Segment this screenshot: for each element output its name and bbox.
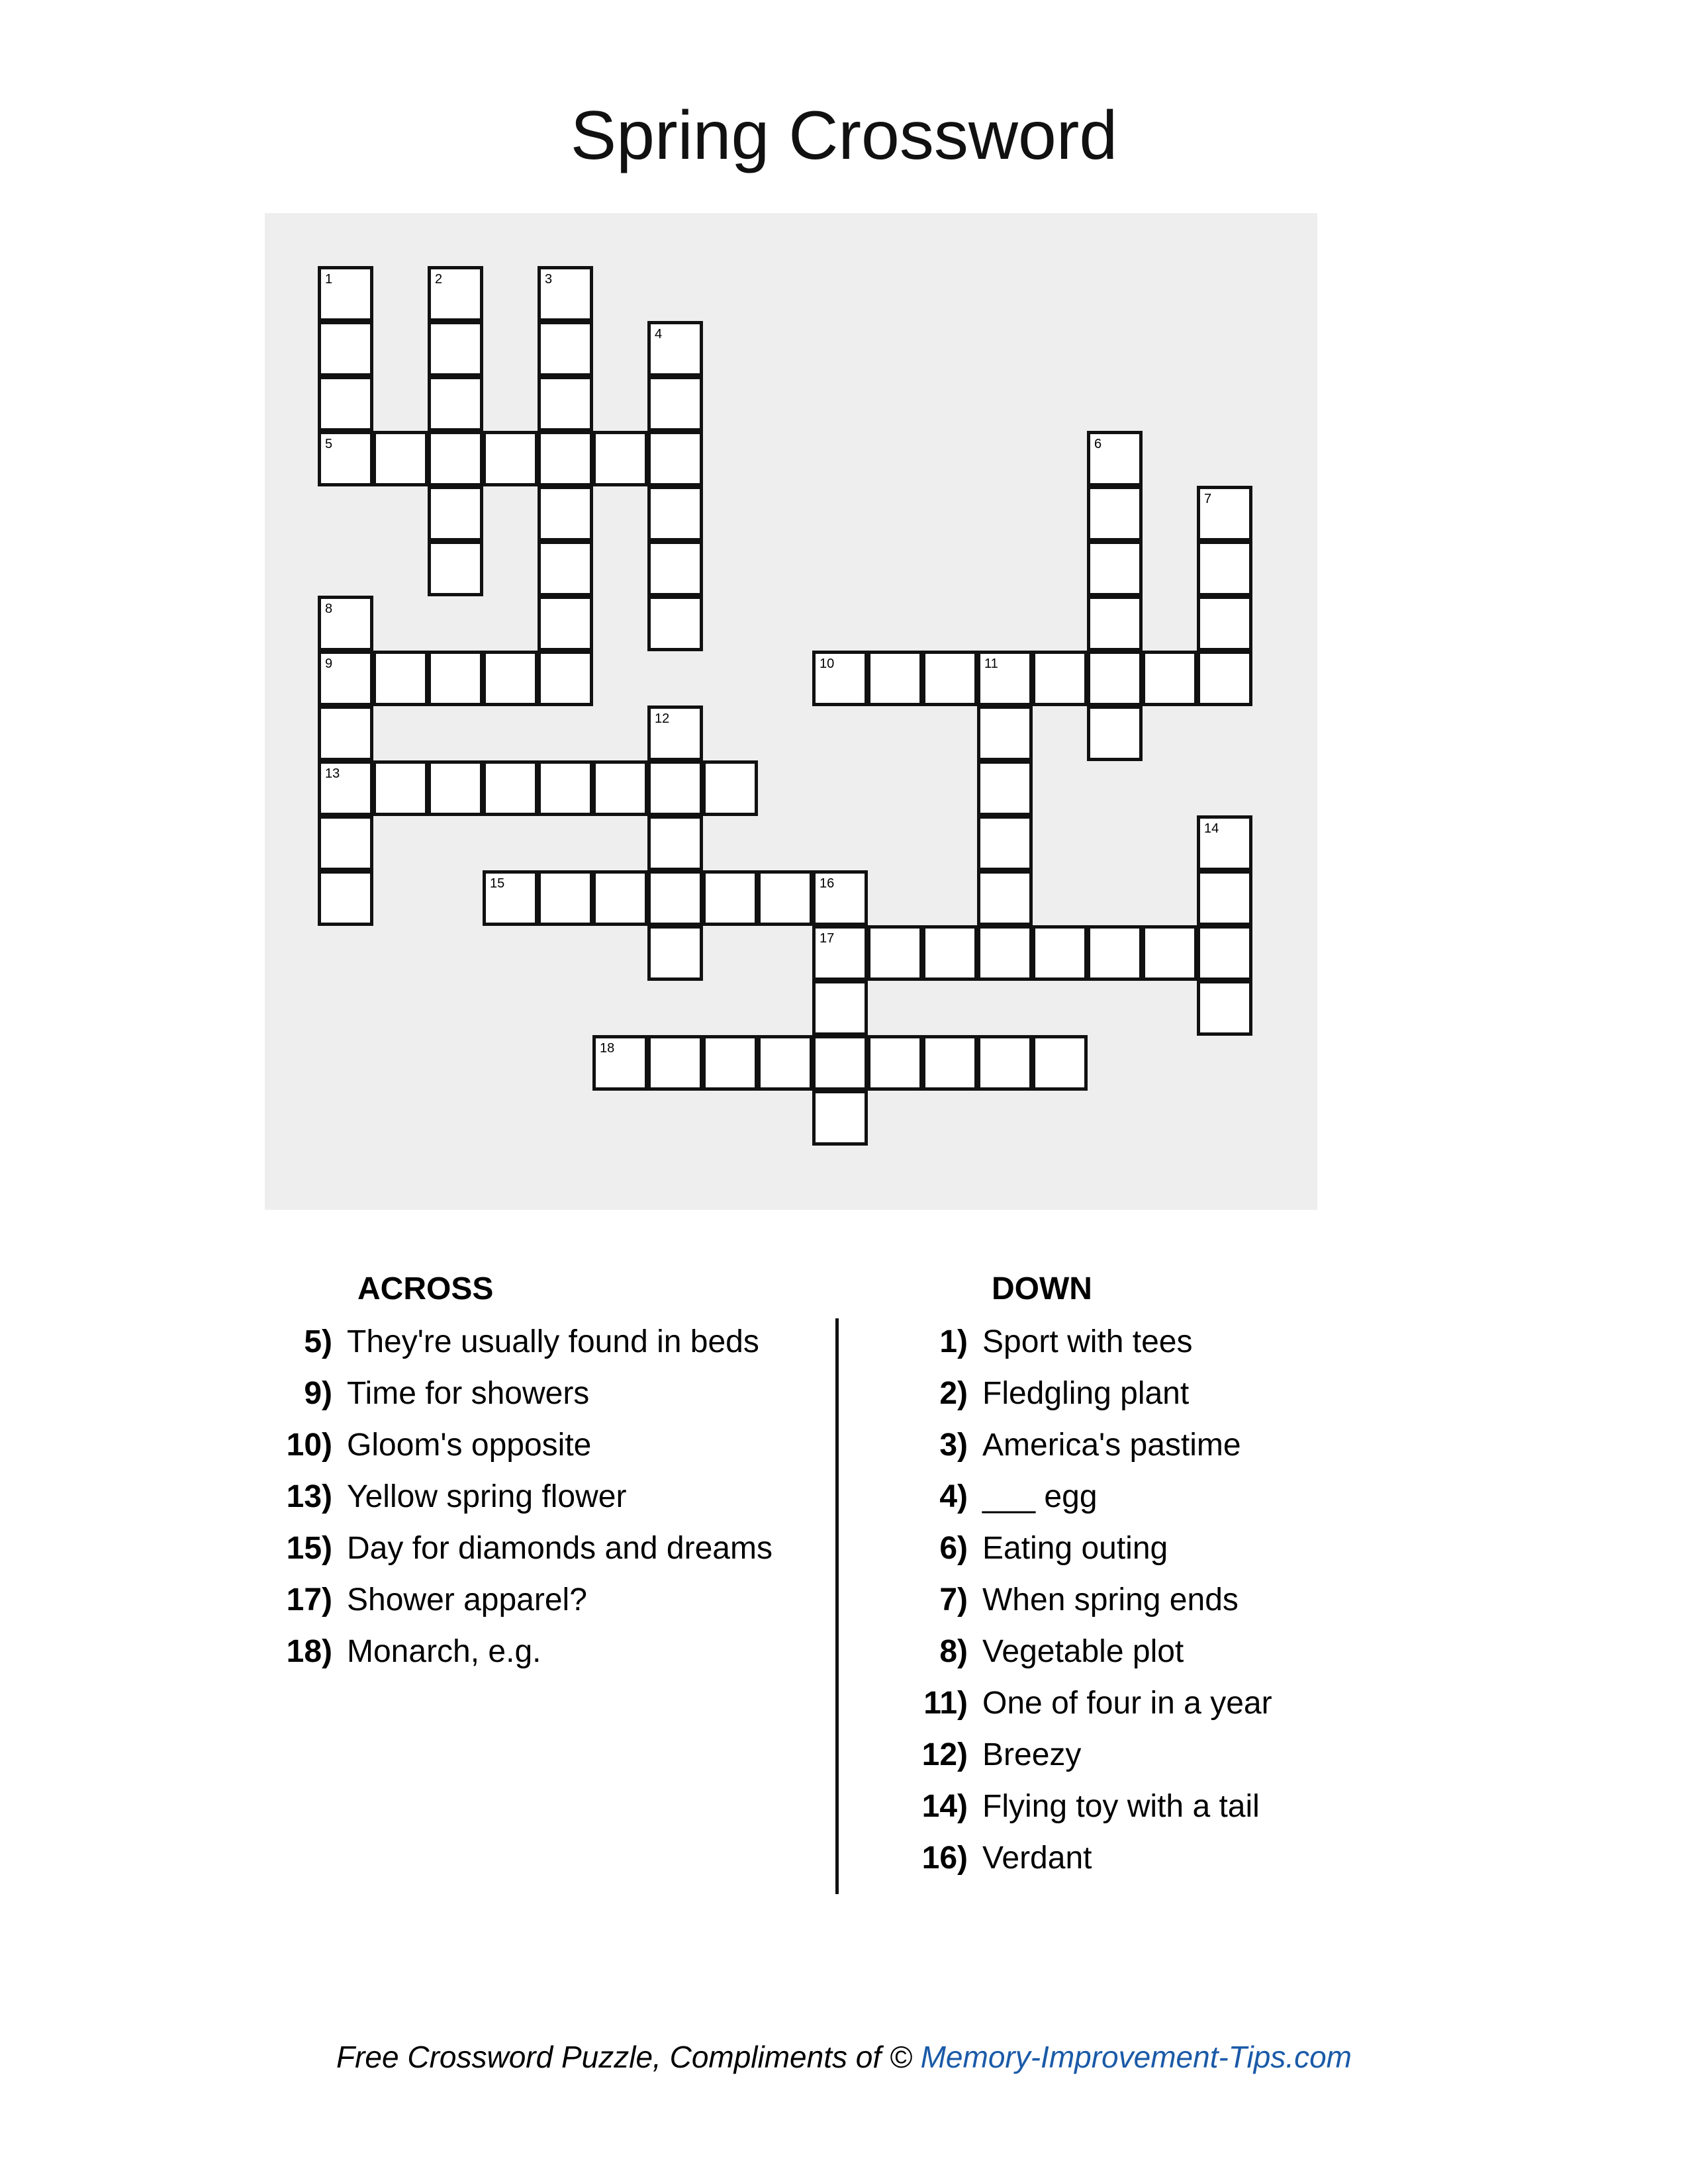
cell-number: 5 (325, 437, 333, 451)
grid-cell[interactable] (538, 266, 593, 322)
grid-cell[interactable] (812, 1035, 868, 1091)
down-clue (894, 1530, 1272, 1582)
footer-text: Free Crossword Puzzle, Compliments of © (336, 2040, 921, 2074)
clue-number: 6) (939, 1531, 968, 1566)
crossword-grid (265, 213, 1317, 1210)
grid-cell[interactable] (647, 486, 703, 541)
across-heading: ACROSS (357, 1271, 494, 1306)
grid-cell[interactable] (867, 651, 923, 706)
grid-cell[interactable] (373, 760, 428, 816)
down-clue (894, 1788, 1272, 1840)
clue-number: 4) (939, 1479, 968, 1514)
clue-number: 14) (921, 1789, 968, 1824)
grid-cell[interactable] (538, 760, 593, 816)
down-clue-list (894, 1324, 1272, 1891)
grid-cell[interactable] (1197, 596, 1252, 651)
grid-cell[interactable] (1087, 596, 1143, 651)
grid-cell[interactable] (702, 1035, 758, 1091)
clue-text: America's pastime (982, 1428, 1241, 1463)
cell-number: 4 (655, 327, 663, 341)
clue-number: 1) (939, 1324, 968, 1359)
clue-text: When spring ends (982, 1582, 1239, 1617)
down-clue (894, 1427, 1272, 1479)
grid-cell[interactable] (538, 870, 593, 926)
clue-text: Verdant (982, 1841, 1092, 1876)
down-heading: DOWN (992, 1271, 1092, 1306)
grid-cell[interactable] (538, 431, 593, 486)
across-clue-list (258, 1324, 773, 1685)
clue-text: Flying toy with a tail (982, 1789, 1260, 1824)
grid-cell[interactable] (428, 321, 483, 377)
grid-cell[interactable] (647, 596, 703, 651)
clue-text: Monarch, e.g. (347, 1634, 541, 1669)
grid-cell[interactable] (977, 925, 1033, 981)
grid-cell[interactable] (1087, 431, 1143, 486)
clue-number: 17) (286, 1582, 332, 1617)
clue-text: Vegetable plot (982, 1634, 1184, 1669)
clue-text: They're usually found in beds (347, 1324, 759, 1359)
grid-cell[interactable] (428, 486, 483, 541)
clue-number: 3) (939, 1428, 968, 1463)
down-clue (894, 1633, 1272, 1685)
down-clue (894, 1582, 1272, 1633)
grid-cell[interactable] (1087, 705, 1143, 761)
footer-credit (0, 2038, 1688, 2075)
footer-link[interactable]: Memory-Improvement-Tips.com (920, 2040, 1352, 2074)
grid-cell[interactable] (647, 376, 703, 432)
grid-cell[interactable] (1197, 870, 1252, 926)
grid-cell[interactable] (867, 925, 923, 981)
down-clue (894, 1737, 1272, 1788)
grid-cell[interactable] (373, 431, 428, 486)
grid-cell[interactable] (977, 1035, 1033, 1091)
grid-cell[interactable] (1087, 925, 1143, 981)
grid-cell[interactable] (702, 760, 758, 816)
grid-cell[interactable] (538, 486, 593, 541)
cell-number: 17 (820, 931, 835, 946)
down-clue (894, 1324, 1272, 1375)
grid-cell[interactable] (647, 925, 703, 981)
cell-number: 12 (655, 711, 670, 726)
cell-number: 1 (325, 272, 333, 287)
grid-cell[interactable] (318, 596, 373, 651)
cell-number: 3 (545, 272, 553, 287)
across-clue (258, 1582, 773, 1633)
grid-cell[interactable] (1197, 651, 1252, 706)
clue-text: Yellow spring flower (347, 1479, 627, 1514)
cell-number: 18 (600, 1041, 615, 1056)
grid-cell[interactable] (1087, 651, 1143, 706)
grid-cell[interactable] (867, 1035, 923, 1091)
cell-number: 11 (984, 657, 998, 671)
down-clue (894, 1685, 1272, 1737)
grid-cell[interactable] (318, 760, 373, 816)
clue-number: 15) (286, 1531, 332, 1566)
grid-cell[interactable] (757, 1035, 813, 1091)
clue-text: Breezy (982, 1737, 1082, 1772)
across-clue (258, 1375, 773, 1427)
grid-cell[interactable] (1032, 651, 1088, 706)
down-clue (894, 1375, 1272, 1427)
grid-cell[interactable] (538, 321, 593, 377)
cell-number: 9 (325, 657, 333, 671)
down-clue (894, 1479, 1272, 1530)
clue-number: 10) (286, 1428, 332, 1463)
grid-cell[interactable] (428, 431, 483, 486)
grid-cell[interactable] (483, 760, 538, 816)
grid-cell[interactable] (538, 541, 593, 596)
grid-cell[interactable] (318, 266, 373, 322)
clue-text: Shower apparel? (347, 1582, 587, 1617)
grid-cell[interactable] (538, 651, 593, 706)
grid-cell[interactable] (592, 431, 648, 486)
grid-cell[interactable] (812, 651, 868, 706)
cell-number: 13 (325, 766, 340, 781)
clue-text: Time for showers (347, 1376, 590, 1411)
grid-cell[interactable] (647, 815, 703, 871)
grid-cell[interactable] (592, 1035, 648, 1091)
grid-cell[interactable] (1032, 925, 1088, 981)
grid-cell[interactable] (483, 651, 538, 706)
clue-text: One of four in a year (982, 1686, 1272, 1721)
grid-cell[interactable] (1197, 815, 1252, 871)
grid-cell[interactable] (922, 1035, 978, 1091)
grid-cell[interactable] (812, 980, 868, 1036)
across-clue (258, 1479, 773, 1530)
clue-number: 2) (939, 1376, 968, 1411)
across-clue (258, 1633, 773, 1685)
grid-cell[interactable] (647, 870, 703, 926)
clue-number: 12) (921, 1737, 968, 1772)
clue-number: 8) (939, 1634, 968, 1669)
grid-cell[interactable] (812, 925, 868, 981)
cell-number: 16 (820, 876, 835, 891)
grid-cell[interactable] (647, 431, 703, 486)
grid-cell[interactable] (428, 760, 483, 816)
grid-cell[interactable] (1032, 1035, 1088, 1091)
grid-cell[interactable] (483, 870, 538, 926)
grid-cell[interactable] (647, 1035, 703, 1091)
grid-cell[interactable] (922, 925, 978, 981)
grid-cell[interactable] (428, 376, 483, 432)
grid-cell[interactable] (318, 651, 373, 706)
grid-cell[interactable] (592, 760, 648, 816)
across-clue (258, 1530, 773, 1582)
across-clue (258, 1324, 773, 1375)
cell-number: 14 (1204, 821, 1219, 836)
grid-cell[interactable] (1087, 541, 1143, 596)
grid-cell[interactable] (538, 596, 593, 651)
grid-cell[interactable] (647, 321, 703, 377)
grid-cell[interactable] (483, 431, 538, 486)
cell-number: 2 (435, 272, 443, 287)
clue-text: Day for diamonds and dreams (347, 1531, 773, 1566)
grid-cell[interactable] (318, 870, 373, 926)
clue-text: Fledgling plant (982, 1376, 1190, 1411)
cell-number: 15 (490, 876, 505, 891)
column-divider (835, 1318, 839, 1894)
grid-cell[interactable] (812, 1090, 868, 1146)
clue-text: Sport with tees (982, 1324, 1193, 1359)
cell-number: 8 (325, 602, 333, 616)
clue-number: 5) (304, 1324, 332, 1359)
grid-cell[interactable] (1197, 925, 1252, 981)
grid-cell[interactable] (977, 870, 1033, 926)
grid-cell[interactable] (922, 651, 978, 706)
clue-number: 11) (923, 1686, 968, 1721)
grid-cell[interactable] (977, 651, 1033, 706)
grid-cell[interactable] (538, 376, 593, 432)
grid-cell[interactable] (702, 870, 758, 926)
clue-number: 16) (921, 1841, 968, 1876)
cell-number: 10 (820, 657, 835, 671)
grid-cell[interactable] (1197, 486, 1252, 541)
down-clue (894, 1840, 1272, 1891)
grid-cell[interactable] (318, 815, 373, 871)
grid-cell[interactable] (428, 266, 483, 322)
cell-number: 7 (1204, 492, 1212, 506)
across-clue (258, 1427, 773, 1479)
grid-cell[interactable] (1142, 651, 1197, 706)
grid-cell[interactable] (318, 376, 373, 432)
grid-cell[interactable] (757, 870, 813, 926)
grid-cell[interactable] (428, 651, 483, 706)
grid-cell[interactable] (1087, 486, 1143, 541)
grid-cell[interactable] (647, 760, 703, 816)
clue-text: Gloom's opposite (347, 1428, 592, 1463)
grid-cell[interactable] (373, 651, 428, 706)
grid-cell[interactable] (977, 705, 1033, 761)
grid-cell[interactable] (1197, 541, 1252, 596)
grid-cell[interactable] (428, 541, 483, 596)
grid-cell[interactable] (592, 870, 648, 926)
page-title: Spring Crossword (570, 97, 1118, 174)
grid-cell[interactable] (1142, 925, 1197, 981)
cell-number: 6 (1094, 437, 1102, 451)
grid-cell[interactable] (318, 321, 373, 377)
grid-cell[interactable] (318, 705, 373, 761)
clue-number: 18) (286, 1634, 332, 1669)
grid-cell[interactable] (977, 760, 1033, 816)
clue-number: 7) (939, 1582, 968, 1617)
grid-cell[interactable] (1197, 980, 1252, 1036)
grid-cell[interactable] (812, 870, 868, 926)
grid-cell[interactable] (977, 815, 1033, 871)
clue-text: ___ egg (982, 1479, 1098, 1514)
clue-number: 13) (286, 1479, 332, 1514)
clue-number: 9) (304, 1376, 332, 1411)
grid-cell[interactable] (318, 431, 373, 486)
clue-text: Eating outing (982, 1531, 1168, 1566)
grid-cell[interactable] (647, 705, 703, 761)
grid-cell[interactable] (647, 541, 703, 596)
